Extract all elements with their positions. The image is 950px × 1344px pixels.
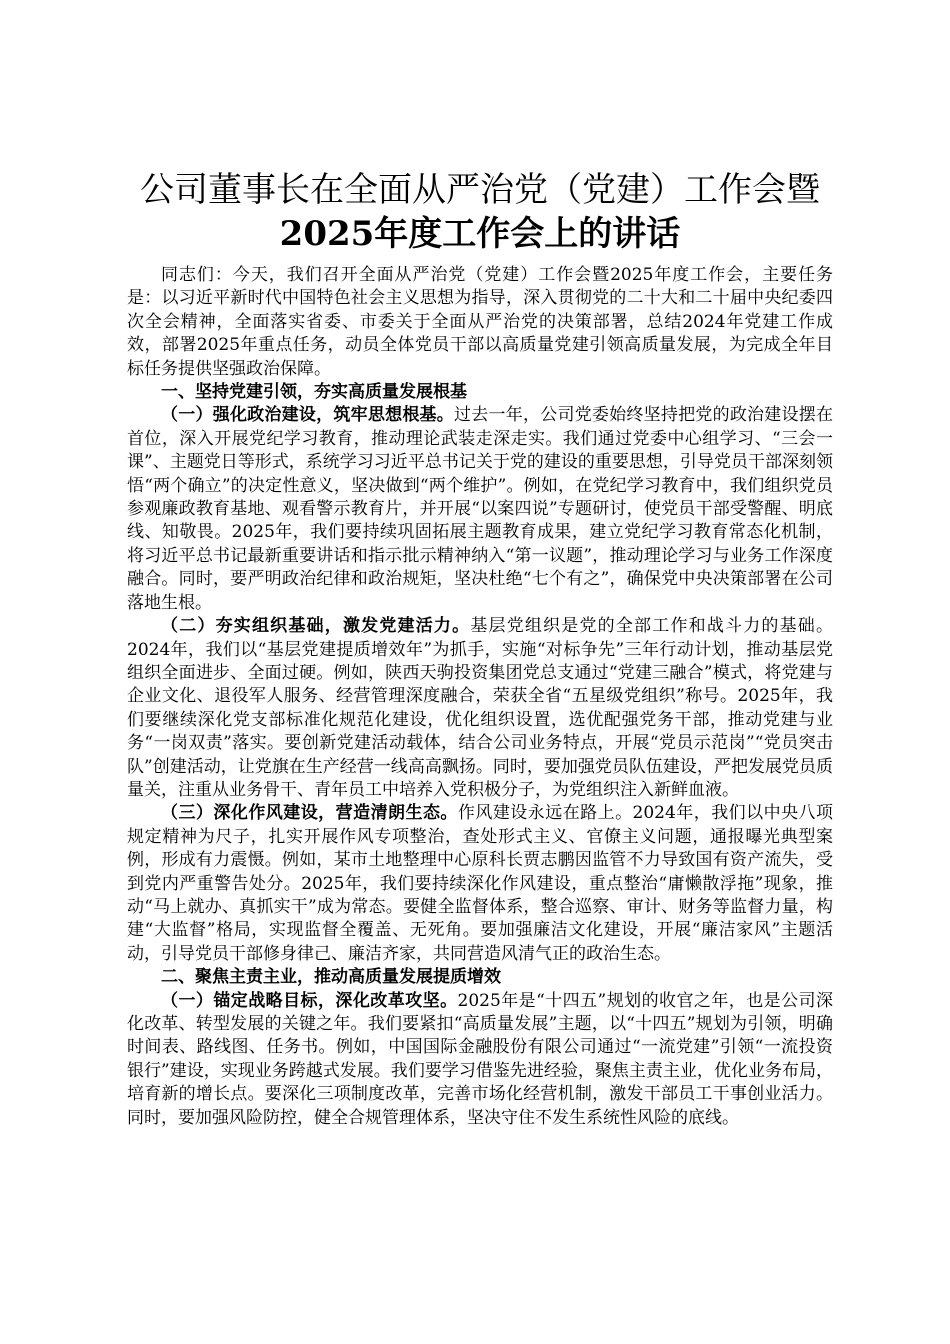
section-2-paragraph-1 [127, 990, 833, 1130]
paragraph-lead: （一）锚定战略目标，深化改革攻坚。 [161, 990, 458, 1011]
paragraph-lead: （三）深化作风建设，营造清朗生态。 [161, 803, 458, 824]
document-title [127, 168, 833, 256]
section-1-heading: 一、坚持党建引领，夯实高质量发展根基 [161, 382, 467, 403]
paragraph-text: 2025年是“十四五”规划的收官之年，也是公司深化改革、转型发展的关键之年。我们要紧扣“高质量发展”主题，以“十四五”规划为引领，明确时间表、路线图、任务书。例如，中国国际金融股份有限公司通过“一流党建”引领“一流投资银行”建设，实现业务跨越式发展。我们要学习借鉴先进经验，聚焦主责主业，优化业务布局，培育新的增长点。要深化三项制度改革，完善市场化经营机制，激发干部员工干事创业活力。同时，要加强风险防控，健全合规管理体系，坚决守住不发生系统性风险的底线。 [127, 990, 833, 1128]
paragraph-lead: （二）夯实组织基础，激发党建活力。 [161, 616, 471, 637]
document-body [127, 264, 833, 1130]
title-line-2: 2025年度工作会上的讲话 [279, 214, 681, 254]
intro-paragraph: 同志们：今天，我们召开全面从严治党（党建）工作会暨2025年度工作会，主要任务是：以习近平新时代中国特色社会主义思想为指导，深入贯彻党的二十大和二十届中央纪委四次全会精神，全面落实省委、市委关于全面从严治党的决策部署，总结2024年党建工作成效，部署2025年重点任务，动员全体党员干部以高质量党建引领高质量发展，为完成全年目标任务提供坚强政治保障。 [127, 265, 833, 379]
paragraph-text: 作风建设永远在路上。2024年，我们以中央八项规定精神为尺子，扎实开展作风专项整治，查处形式主义、官僚主义问题，通报曝光典型案例，形成有力震慑。例如，某市土地整理中心原科长贾志鹏因监管不力导致国有资产流失，受到党内严重警告处分。2025年，我们要持续深化作风建设，重点整治“庸懒散浮拖”现象，推动“马上就办、真抓实干”成为常态。要健全监督体系，整合巡察、审计、财务等监督力量，构建“大监督”格局，实现监督全覆盖、无死角。要加强廉洁文化建设，开展“廉洁家风”主题活动，引导党员干部修身律己、廉洁齐家，共同营造风清气正的政治生态。 [127, 803, 834, 964]
document-page [127, 168, 833, 1130]
section-2-heading: 二、聚焦主责主业，推动高质量发展提质增效 [161, 967, 501, 988]
paragraph-text: 基层党组织是党的全部工作和战斗力的基础。2024年，我们以“基层党建提质增效年”为抓手，实施“对标争先”三年行动计划，推动基层党组织全面进步、全面过硬。例如，陕西天驹投资集团党总支通过“党建三融合”模式，将党建与企业文化、退役军人服务、经营管理深度融合，荣获全省“五星级党组织”称号。2025年，我们要继续深化党支部标准化规范化建设，优化组织设置，选优配强党务干部，推动党建与业务“一岗双责”落实。要创新党建活动载体，结合公司业务特点，开展“党员示范岗”“党员突击队”创建活动，让党旗在生产经营一线高高飘扬。同时，要加强党员队伍建设，严把发展党员质量关，注重从业务骨干、青年员工中培养入党积极分子，为党组织注入新鲜血液。 [127, 616, 834, 800]
section-1-paragraph-2 [127, 615, 833, 802]
paragraph-text: 过去一年，公司党委始终坚持把党的政治建设摆在首位，深入开展党纪学习教育，推动理论武装走深走实。我们通过党委中心组学习、“三会一课”、主题党日等形式，系统学习习近平总书记关于党的建设的重要思想，引导党员干部深刻领悟“两个确立”的决定性意义，坚决做到“两个维护”。例如，在党纪学习教育中，我们组织党员参观廉政教育基地、观看警示教育片，并开展“以案四说”专题研讨，使党员干部受警醒、明底线、知敬畏。2025年，我们要持续巩固拓展主题教育成果，建立党纪学习教育常态化机制，将习近平总书记最新重要讲话和指示批示精神纳入“第一议题”，推动理论学习与业务工作深度融合。同时，要严明政治纪律和政治规矩，坚决杜绝“七个有之”，确保党中央决策部署在公司落地生根。 [127, 405, 834, 613]
title-line-1: 公司董事长在全面从严治党（党建）工作会暨 [140, 170, 820, 210]
section-1-paragraph-3 [127, 802, 833, 966]
section-1-paragraph-1 [127, 404, 833, 615]
paragraph-lead: （一）强化政治建设，筑牢思想根基。 [161, 405, 455, 426]
